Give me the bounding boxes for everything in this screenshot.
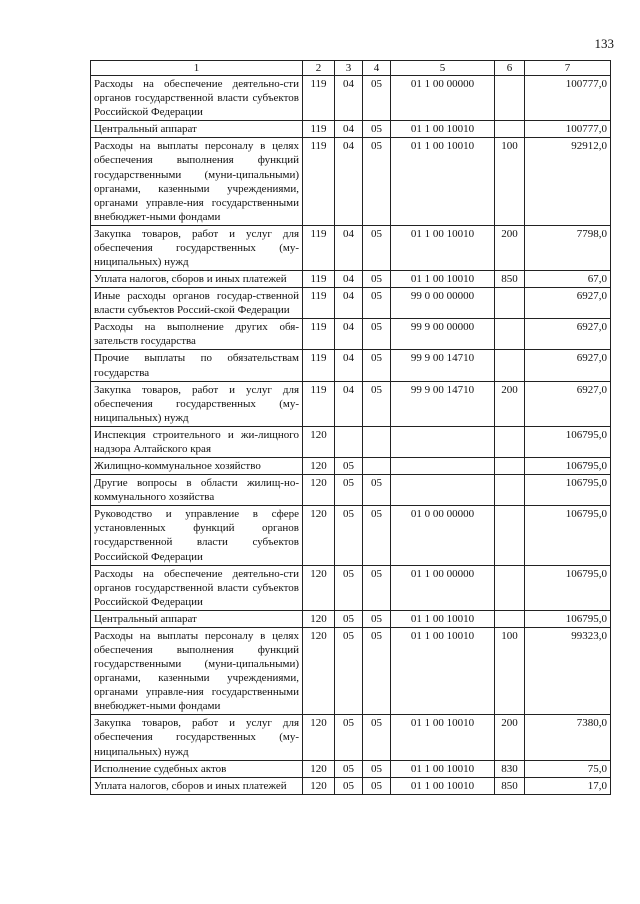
table-row: [91, 350, 611, 381]
section-code-cell: 05: [335, 458, 363, 475]
target-article-cell: 01 1 00 10010: [391, 138, 495, 225]
section-code-cell: 05: [335, 506, 363, 565]
header-cell: 3: [335, 61, 363, 76]
amount-cell: 6927,0: [525, 319, 611, 350]
expense-name-cell: Жилищно-коммунальное хозяйство: [91, 458, 303, 475]
amount-cell: 7380,0: [525, 715, 611, 760]
subsection-code-cell: 05: [363, 121, 391, 138]
target-article-cell: 01 1 00 10010: [391, 610, 495, 627]
target-article-cell: 01 1 00 00000: [391, 76, 495, 121]
expense-type-cell: 100: [495, 138, 525, 225]
amount-cell: 6927,0: [525, 288, 611, 319]
expense-type-cell: [495, 319, 525, 350]
subsection-code-cell: 05: [363, 138, 391, 225]
target-article-cell: 01 1 00 10010: [391, 777, 495, 794]
admin-code-cell: 120: [303, 777, 335, 794]
amount-cell: 106795,0: [525, 506, 611, 565]
expense-type-cell: [495, 121, 525, 138]
table-row: [91, 319, 611, 350]
table-row: [91, 475, 611, 506]
amount-cell: 67,0: [525, 271, 611, 288]
admin-code-cell: 119: [303, 288, 335, 319]
admin-code-cell: 120: [303, 610, 335, 627]
table-body: [91, 61, 611, 795]
target-article-cell: [391, 475, 495, 506]
admin-code-cell: 120: [303, 627, 335, 714]
section-code-cell: 05: [335, 627, 363, 714]
target-article-cell: 01 1 00 10010: [391, 627, 495, 714]
expense-name-cell: Закупка товаров, работ и услуг для обеспечения государственных (му-ниципальных) нужд: [91, 225, 303, 270]
target-article-cell: 01 1 00 00000: [391, 565, 495, 610]
expense-name-cell: Расходы на обеспечение деятельно-сти органов государственной власти субъектов Российской Федерации: [91, 76, 303, 121]
target-article-cell: 01 0 00 00000: [391, 506, 495, 565]
table-row: [91, 76, 611, 121]
expense-type-cell: [495, 76, 525, 121]
target-article-cell: 01 1 00 10010: [391, 225, 495, 270]
subsection-code-cell: 05: [363, 381, 391, 426]
target-article-cell: 01 1 00 10010: [391, 715, 495, 760]
admin-code-cell: 120: [303, 458, 335, 475]
expense-name-cell: Расходы на обеспечение деятельно-сти органов государственной власти субъектов Российской Федерации: [91, 565, 303, 610]
subsection-code-cell: [363, 426, 391, 457]
subsection-code-cell: 05: [363, 271, 391, 288]
expense-name-cell: Расходы на выполнение других обя-зательств государства: [91, 319, 303, 350]
subsection-code-cell: 05: [363, 319, 391, 350]
subsection-code-cell: 05: [363, 610, 391, 627]
expense-type-cell: 200: [495, 225, 525, 270]
budget-table: [90, 60, 611, 795]
admin-code-cell: 120: [303, 475, 335, 506]
target-article-cell: [391, 426, 495, 457]
header-cell: 4: [363, 61, 391, 76]
expense-name-cell: Иные расходы органов государ-ственной власти субъектов Россий-ской Федерации: [91, 288, 303, 319]
subsection-code-cell: [363, 458, 391, 475]
table-row: [91, 458, 611, 475]
amount-cell: 106795,0: [525, 565, 611, 610]
expense-type-cell: [495, 288, 525, 319]
section-code-cell: 04: [335, 271, 363, 288]
table-row: [91, 225, 611, 270]
table-row: [91, 288, 611, 319]
subsection-code-cell: 05: [363, 225, 391, 270]
table-row: [91, 121, 611, 138]
admin-code-cell: 119: [303, 225, 335, 270]
expense-type-cell: [495, 350, 525, 381]
subsection-code-cell: 05: [363, 627, 391, 714]
expense-type-cell: 850: [495, 777, 525, 794]
subsection-code-cell: 05: [363, 565, 391, 610]
section-code-cell: 04: [335, 121, 363, 138]
amount-cell: 6927,0: [525, 350, 611, 381]
header-row: [91, 61, 611, 76]
amount-cell: 106795,0: [525, 426, 611, 457]
expense-name-cell: Прочие выплаты по обязательствам государства: [91, 350, 303, 381]
expense-name-cell: Расходы на выплаты персоналу в целях обеспечения выполнения функций государственными (муни-ципальными) органами, казенными учреждениями, органами управле-ния государственными внебюджет-ными фондами: [91, 138, 303, 225]
expense-type-cell: 850: [495, 271, 525, 288]
amount-cell: 106795,0: [525, 458, 611, 475]
expense-type-cell: [495, 565, 525, 610]
admin-code-cell: 120: [303, 715, 335, 760]
page-number: 133: [594, 36, 614, 51]
expense-name-cell: Закупка товаров, работ и услуг для обеспечения государственных (му-ниципальных) нужд: [91, 715, 303, 760]
target-article-cell: 01 1 00 10010: [391, 760, 495, 777]
subsection-code-cell: 05: [363, 715, 391, 760]
section-code-cell: 04: [335, 138, 363, 225]
section-code-cell: 04: [335, 76, 363, 121]
subsection-code-cell: 05: [363, 777, 391, 794]
expense-type-cell: [495, 426, 525, 457]
expense-name-cell: Исполнение судебных актов: [91, 760, 303, 777]
table-row: [91, 777, 611, 794]
subsection-code-cell: 05: [363, 76, 391, 121]
expense-type-cell: [495, 610, 525, 627]
expense-type-cell: 830: [495, 760, 525, 777]
table-row: [91, 381, 611, 426]
section-code-cell: 04: [335, 381, 363, 426]
amount-cell: 17,0: [525, 777, 611, 794]
amount-cell: 100777,0: [525, 121, 611, 138]
table-row: [91, 271, 611, 288]
admin-code-cell: 119: [303, 138, 335, 225]
admin-code-cell: 119: [303, 76, 335, 121]
expense-type-cell: [495, 506, 525, 565]
amount-cell: 6927,0: [525, 381, 611, 426]
expense-name-cell: Центральный аппарат: [91, 610, 303, 627]
admin-code-cell: 120: [303, 426, 335, 457]
table-row: [91, 138, 611, 225]
amount-cell: 106795,0: [525, 610, 611, 627]
expense-type-cell: 100: [495, 627, 525, 714]
admin-code-cell: 120: [303, 565, 335, 610]
expense-name-cell: Уплата налогов, сборов и иных платежей: [91, 777, 303, 794]
target-article-cell: [391, 458, 495, 475]
header-cell: 1: [91, 61, 303, 76]
amount-cell: 7798,0: [525, 225, 611, 270]
section-code-cell: 05: [335, 565, 363, 610]
target-article-cell: 99 9 00 14710: [391, 381, 495, 426]
admin-code-cell: 120: [303, 506, 335, 565]
admin-code-cell: 119: [303, 271, 335, 288]
section-code-cell: 04: [335, 225, 363, 270]
expense-name-cell: Инспекция строительного и жи-лищного надзора Алтайского края: [91, 426, 303, 457]
expense-name-cell: Закупка товаров, работ и услуг для обеспечения государственных (му-ниципальных) нужд: [91, 381, 303, 426]
admin-code-cell: 119: [303, 121, 335, 138]
admin-code-cell: 120: [303, 760, 335, 777]
amount-cell: 99323,0: [525, 627, 611, 714]
expense-type-cell: [495, 475, 525, 506]
target-article-cell: 01 1 00 10010: [391, 271, 495, 288]
table-row: [91, 610, 611, 627]
header-cell: 7: [525, 61, 611, 76]
expense-name-cell: Руководство и управление в сфере установленных функций органов государственной власти субъектов Российской Федерации: [91, 506, 303, 565]
section-code-cell: 04: [335, 288, 363, 319]
section-code-cell: 05: [335, 777, 363, 794]
section-code-cell: 04: [335, 319, 363, 350]
expense-name-cell: Уплата налогов, сборов и иных платежей: [91, 271, 303, 288]
target-article-cell: 99 9 00 00000: [391, 319, 495, 350]
section-code-cell: 04: [335, 350, 363, 381]
header-cell: 6: [495, 61, 525, 76]
subsection-code-cell: 05: [363, 350, 391, 381]
section-code-cell: 05: [335, 610, 363, 627]
target-article-cell: 99 9 00 14710: [391, 350, 495, 381]
expense-type-cell: [495, 458, 525, 475]
section-code-cell: 05: [335, 760, 363, 777]
amount-cell: 106795,0: [525, 475, 611, 506]
subsection-code-cell: 05: [363, 288, 391, 319]
table-row: [91, 506, 611, 565]
table-row: [91, 760, 611, 777]
table-row: [91, 715, 611, 760]
expense-name-cell: Центральный аппарат: [91, 121, 303, 138]
subsection-code-cell: 05: [363, 475, 391, 506]
expense-name-cell: Другие вопросы в области жилищ-но-коммунального хозяйства: [91, 475, 303, 506]
amount-cell: 92912,0: [525, 138, 611, 225]
target-article-cell: 01 1 00 10010: [391, 121, 495, 138]
section-code-cell: [335, 426, 363, 457]
expense-type-cell: 200: [495, 381, 525, 426]
expense-type-cell: 200: [495, 715, 525, 760]
section-code-cell: 05: [335, 475, 363, 506]
table-row: [91, 426, 611, 457]
table-row: [91, 565, 611, 610]
admin-code-cell: 119: [303, 350, 335, 381]
target-article-cell: 99 0 00 00000: [391, 288, 495, 319]
subsection-code-cell: 05: [363, 760, 391, 777]
section-code-cell: 05: [335, 715, 363, 760]
header-cell: 2: [303, 61, 335, 76]
amount-cell: 75,0: [525, 760, 611, 777]
admin-code-cell: 119: [303, 319, 335, 350]
subsection-code-cell: 05: [363, 506, 391, 565]
amount-cell: 100777,0: [525, 76, 611, 121]
expense-name-cell: Расходы на выплаты персоналу в целях обеспечения выполнения функций государственными (муни-ципальными) органами, казенными учреждениями, органами управле-ния государственными внебюджет-ными фондами: [91, 627, 303, 714]
table-row: [91, 627, 611, 714]
admin-code-cell: 119: [303, 381, 335, 426]
header-cell: 5: [391, 61, 495, 76]
